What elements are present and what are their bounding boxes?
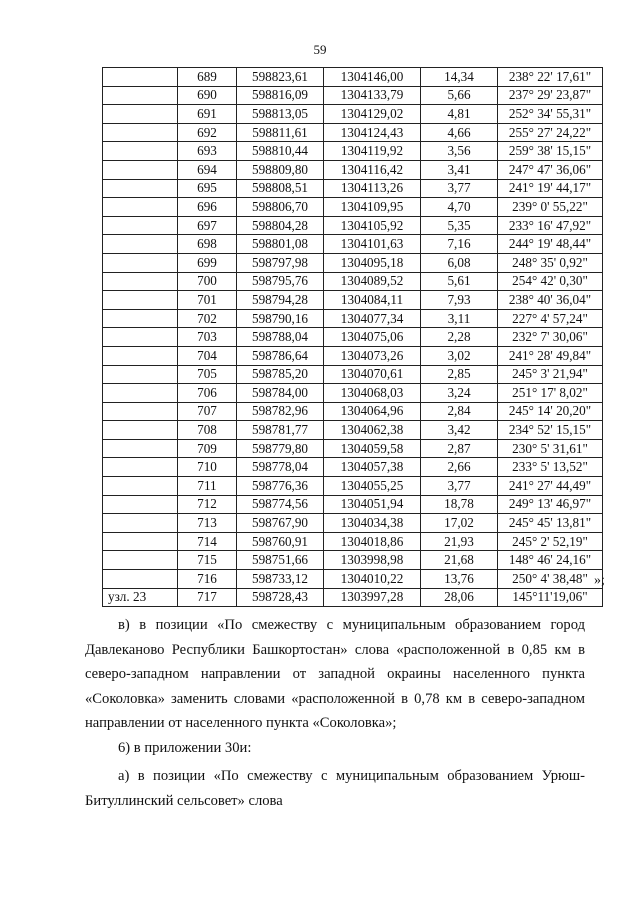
cell-point-number: 695 — [178, 179, 237, 198]
cell-direction-angle: 245° 14' 20,20" — [498, 402, 603, 421]
cell-point-number: 710 — [178, 458, 237, 477]
table-row — [103, 532, 603, 551]
table-row — [103, 346, 603, 365]
cell-point-number: 705 — [178, 365, 237, 384]
table-row — [103, 365, 603, 384]
cell-label — [103, 235, 178, 254]
cell-x-coordinate: 598782,96 — [237, 402, 324, 421]
cell-label — [103, 272, 178, 291]
cell-y-coordinate: 1304068,03 — [324, 384, 421, 403]
cell-label — [103, 458, 178, 477]
cell-direction-angle: 241° 27' 44,49" — [498, 477, 603, 496]
cell-point-number: 713 — [178, 514, 237, 533]
table-row — [103, 235, 603, 254]
cell-point-number: 715 — [178, 551, 237, 570]
cell-direction-angle: 239° 0' 55,22" — [498, 198, 603, 217]
cell-x-coordinate: 598806,70 — [237, 198, 324, 217]
cell-direction-angle: 250° 4' 38,48" — [498, 570, 603, 589]
cell-y-coordinate: 1304010,22 — [324, 570, 421, 589]
cell-label — [103, 123, 178, 142]
table-row — [103, 253, 603, 272]
table-row — [103, 439, 603, 458]
cell-x-coordinate: 598823,61 — [237, 68, 324, 87]
table-row — [103, 160, 603, 179]
cell-distance: 28,06 — [421, 588, 498, 607]
cell-x-coordinate: 598795,76 — [237, 272, 324, 291]
cell-point-number: 704 — [178, 346, 237, 365]
page-number: 59 — [313, 42, 327, 57]
cell-distance: 13,76 — [421, 570, 498, 589]
cell-distance: 5,66 — [421, 86, 498, 105]
cell-distance: 3,77 — [421, 477, 498, 496]
table-row — [103, 570, 603, 589]
cell-point-number: 689 — [178, 68, 237, 87]
cell-distance: 2,28 — [421, 328, 498, 347]
cell-label — [103, 216, 178, 235]
cell-direction-angle: 245° 45' 13,81" — [498, 514, 603, 533]
cell-direction-angle: 148° 46' 24,16" — [498, 551, 603, 570]
cell-point-number: 716 — [178, 570, 237, 589]
cell-direction-angle: 241° 28' 49,84" — [498, 346, 603, 365]
table-row — [103, 216, 603, 235]
table-row — [103, 123, 603, 142]
cell-distance: 3,11 — [421, 309, 498, 328]
cell-label — [103, 421, 178, 440]
cell-label — [103, 570, 178, 589]
cell-distance: 14,34 — [421, 68, 498, 87]
cell-x-coordinate: 598811,61 — [237, 123, 324, 142]
cell-x-coordinate: 598778,04 — [237, 458, 324, 477]
cell-point-number: 701 — [178, 291, 237, 310]
cell-y-coordinate: 1304034,38 — [324, 514, 421, 533]
cell-x-coordinate: 598728,43 — [237, 588, 324, 607]
cell-point-number: 697 — [178, 216, 237, 235]
cell-label — [103, 439, 178, 458]
cell-x-coordinate: 598809,80 — [237, 160, 324, 179]
coordinates-table — [102, 67, 603, 607]
cell-point-number: 698 — [178, 235, 237, 254]
table-row — [103, 588, 603, 607]
cell-distance: 2,84 — [421, 402, 498, 421]
cell-point-number: 699 — [178, 253, 237, 272]
cell-direction-angle: 241° 19' 44,17" — [498, 179, 603, 198]
cell-point-number: 712 — [178, 495, 237, 514]
cell-direction-angle: 247° 47' 36,06" — [498, 160, 603, 179]
cell-y-coordinate: 1304051,94 — [324, 495, 421, 514]
cell-y-coordinate: 1304109,95 — [324, 198, 421, 217]
cell-direction-angle: 252° 34' 55,31" — [498, 105, 603, 124]
cell-x-coordinate: 598786,64 — [237, 346, 324, 365]
table-row — [103, 179, 603, 198]
cell-label — [103, 346, 178, 365]
cell-point-number: 702 — [178, 309, 237, 328]
cell-y-coordinate: 1304073,26 — [324, 346, 421, 365]
cell-label — [103, 551, 178, 570]
cell-x-coordinate: 598784,00 — [237, 384, 324, 403]
cell-x-coordinate: 598804,28 — [237, 216, 324, 235]
cell-x-coordinate: 598781,77 — [237, 421, 324, 440]
cell-label — [103, 402, 178, 421]
cell-x-coordinate: 598808,51 — [237, 179, 324, 198]
cell-y-coordinate: 1304064,96 — [324, 402, 421, 421]
cell-x-coordinate: 598813,05 — [237, 105, 324, 124]
cell-label — [103, 68, 178, 87]
cell-direction-angle: 232° 7' 30,06" — [498, 328, 603, 347]
cell-direction-angle: 238° 22' 17,61" — [498, 68, 603, 87]
cell-x-coordinate: 598797,98 — [237, 253, 324, 272]
cell-distance: 4,70 — [421, 198, 498, 217]
cell-x-coordinate: 598776,36 — [237, 477, 324, 496]
cell-distance: 17,02 — [421, 514, 498, 533]
table-row — [103, 551, 603, 570]
cell-direction-angle: 255° 27' 24,22" — [498, 123, 603, 142]
cell-x-coordinate: 598788,04 — [237, 328, 324, 347]
cell-point-number: 693 — [178, 142, 237, 161]
cell-y-coordinate: 1304089,52 — [324, 272, 421, 291]
cell-distance: 18,78 — [421, 495, 498, 514]
cell-y-coordinate: 1304095,18 — [324, 253, 421, 272]
table-row — [103, 198, 603, 217]
amendment-paragraph-a — [85, 764, 585, 813]
cell-point-number: 714 — [178, 532, 237, 551]
cell-y-coordinate: 1304146,00 — [324, 68, 421, 87]
cell-x-coordinate: 598794,28 — [237, 291, 324, 310]
cell-point-number: 700 — [178, 272, 237, 291]
cell-x-coordinate: 598774,56 — [237, 495, 324, 514]
cell-point-number: 708 — [178, 421, 237, 440]
cell-distance: 5,35 — [421, 216, 498, 235]
cell-distance: 6,08 — [421, 253, 498, 272]
cell-label — [103, 309, 178, 328]
cell-distance: 3,02 — [421, 346, 498, 365]
cell-x-coordinate: 598733,12 — [237, 570, 324, 589]
cell-direction-angle: 259° 38' 15,15" — [498, 142, 603, 161]
cell-label — [103, 179, 178, 198]
table-row — [103, 458, 603, 477]
cell-x-coordinate: 598785,20 — [237, 365, 324, 384]
cell-y-coordinate: 1304101,63 — [324, 235, 421, 254]
cell-point-number: 692 — [178, 123, 237, 142]
cell-y-coordinate: 1304105,92 — [324, 216, 421, 235]
cell-x-coordinate: 598801,08 — [237, 235, 324, 254]
cell-label — [103, 328, 178, 347]
cell-y-coordinate: 1304062,38 — [324, 421, 421, 440]
cell-y-coordinate: 1304075,06 — [324, 328, 421, 347]
cell-label — [103, 495, 178, 514]
cell-point-number: 711 — [178, 477, 237, 496]
cell-label — [103, 477, 178, 496]
cell-point-number: 707 — [178, 402, 237, 421]
cell-point-number: 703 — [178, 328, 237, 347]
cell-y-coordinate: 1304018,86 — [324, 532, 421, 551]
cell-y-coordinate: 1304057,38 — [324, 458, 421, 477]
cell-y-coordinate: 1304116,42 — [324, 160, 421, 179]
cell-label — [103, 253, 178, 272]
cell-x-coordinate: 598816,09 — [237, 86, 324, 105]
cell-label — [103, 160, 178, 179]
cell-point-number: 709 — [178, 439, 237, 458]
cell-distance: 2,66 — [421, 458, 498, 477]
cell-point-number: 690 — [178, 86, 237, 105]
cell-y-coordinate: 1303998,98 — [324, 551, 421, 570]
cell-distance: 4,81 — [421, 105, 498, 124]
cell-direction-angle: 251° 17' 8,02" — [498, 384, 603, 403]
table-row — [103, 105, 603, 124]
cell-direction-angle: 249° 13' 46,97" — [498, 495, 603, 514]
table-row — [103, 86, 603, 105]
cell-point-number: 694 — [178, 160, 237, 179]
cell-distance: 3,77 — [421, 179, 498, 198]
amendment-paragraph-v — [85, 613, 585, 736]
cell-label — [103, 514, 178, 533]
cell-label — [103, 142, 178, 161]
cell-direction-angle: 248° 35' 0,92" — [498, 253, 603, 272]
cell-direction-angle: 234° 52' 15,15" — [498, 421, 603, 440]
cell-y-coordinate: 1304133,79 — [324, 86, 421, 105]
cell-distance: 3,56 — [421, 142, 498, 161]
cell-label — [103, 291, 178, 310]
cell-distance: 3,24 — [421, 384, 498, 403]
cell-direction-angle: 244° 19' 48,44" — [498, 235, 603, 254]
cell-label — [103, 105, 178, 124]
cell-direction-angle: 238° 40' 36,04" — [498, 291, 603, 310]
table-row — [103, 514, 603, 533]
paragraph-text: а) в позиции «По смежеству с муниципальным образованием Урюш-Битуллинский сельсовет» слова — [85, 768, 585, 809]
cell-direction-angle: 145°11'19,06" — [498, 588, 603, 607]
cell-y-coordinate: 1303997,28 — [324, 588, 421, 607]
table-row — [103, 402, 603, 421]
cell-direction-angle: 233° 5' 13,52" — [498, 458, 603, 477]
table-row — [103, 384, 603, 403]
cell-label: узл. 23 — [103, 588, 178, 607]
cell-direction-angle: 237° 29' 23,87" — [498, 86, 603, 105]
cell-x-coordinate: 598751,66 — [237, 551, 324, 570]
cell-y-coordinate: 1304070,61 — [324, 365, 421, 384]
cell-distance: 3,42 — [421, 421, 498, 440]
cell-label — [103, 86, 178, 105]
cell-direction-angle: 227° 4' 57,24" — [498, 309, 603, 328]
paragraph-text: в) в позиции «По смежеству с муниципальным образованием город Давлеканово Республики Башкортостан» слова «расположенной в 0,85 км в северо-западном направлении от западной окраины населенного пункта «Соколовка» заменить словами «расположенной в 0,78 км в северо-западном направлении от населенного пункта «Соколовка»; — [85, 617, 585, 731]
cell-distance: 21,93 — [421, 532, 498, 551]
table-row — [103, 328, 603, 347]
table-row — [103, 495, 603, 514]
cell-distance: 2,85 — [421, 365, 498, 384]
cell-label — [103, 198, 178, 217]
cell-x-coordinate: 598760,91 — [237, 532, 324, 551]
cell-point-number: 691 — [178, 105, 237, 124]
cell-label — [103, 384, 178, 403]
cell-direction-angle: 245° 3' 21,94" — [498, 365, 603, 384]
cell-distance: 21,68 — [421, 551, 498, 570]
cell-y-coordinate: 1304124,43 — [324, 123, 421, 142]
cell-distance: 5,61 — [421, 272, 498, 291]
cell-distance: 7,93 — [421, 291, 498, 310]
amendment-paragraph-6 — [85, 736, 585, 761]
table-row — [103, 477, 603, 496]
cell-y-coordinate: 1304084,11 — [324, 291, 421, 310]
cell-x-coordinate: 598779,80 — [237, 439, 324, 458]
cell-direction-angle: 245° 2' 52,19" — [498, 532, 603, 551]
cell-y-coordinate: 1304077,34 — [324, 309, 421, 328]
cell-direction-angle: 230° 5' 31,61" — [498, 439, 603, 458]
coordinates-table-body — [103, 68, 603, 607]
table-row — [103, 291, 603, 310]
cell-x-coordinate: 598790,16 — [237, 309, 324, 328]
cell-x-coordinate: 598767,90 — [237, 514, 324, 533]
cell-direction-angle: 233° 16' 47,92" — [498, 216, 603, 235]
cell-distance: 7,16 — [421, 235, 498, 254]
cell-point-number: 717 — [178, 588, 237, 607]
cell-x-coordinate: 598810,44 — [237, 142, 324, 161]
paragraph-text: 6) в приложении 30и: — [118, 740, 252, 756]
cell-label — [103, 365, 178, 384]
cell-y-coordinate: 1304059,58 — [324, 439, 421, 458]
cell-y-coordinate: 1304129,02 — [324, 105, 421, 124]
cell-y-coordinate: 1304055,25 — [324, 477, 421, 496]
table-row — [103, 421, 603, 440]
cell-distance: 2,87 — [421, 439, 498, 458]
cell-y-coordinate: 1304113,26 — [324, 179, 421, 198]
cell-direction-angle: 254° 42' 0,30" — [498, 272, 603, 291]
cell-y-coordinate: 1304119,92 — [324, 142, 421, 161]
table-row — [103, 68, 603, 87]
cell-distance: 4,66 — [421, 123, 498, 142]
cell-distance: 3,41 — [421, 160, 498, 179]
table-row — [103, 272, 603, 291]
cell-point-number: 706 — [178, 384, 237, 403]
table-closing-quote: »; — [594, 573, 605, 588]
cell-point-number: 696 — [178, 198, 237, 217]
table-row — [103, 142, 603, 161]
table-row — [103, 309, 603, 328]
cell-label — [103, 532, 178, 551]
